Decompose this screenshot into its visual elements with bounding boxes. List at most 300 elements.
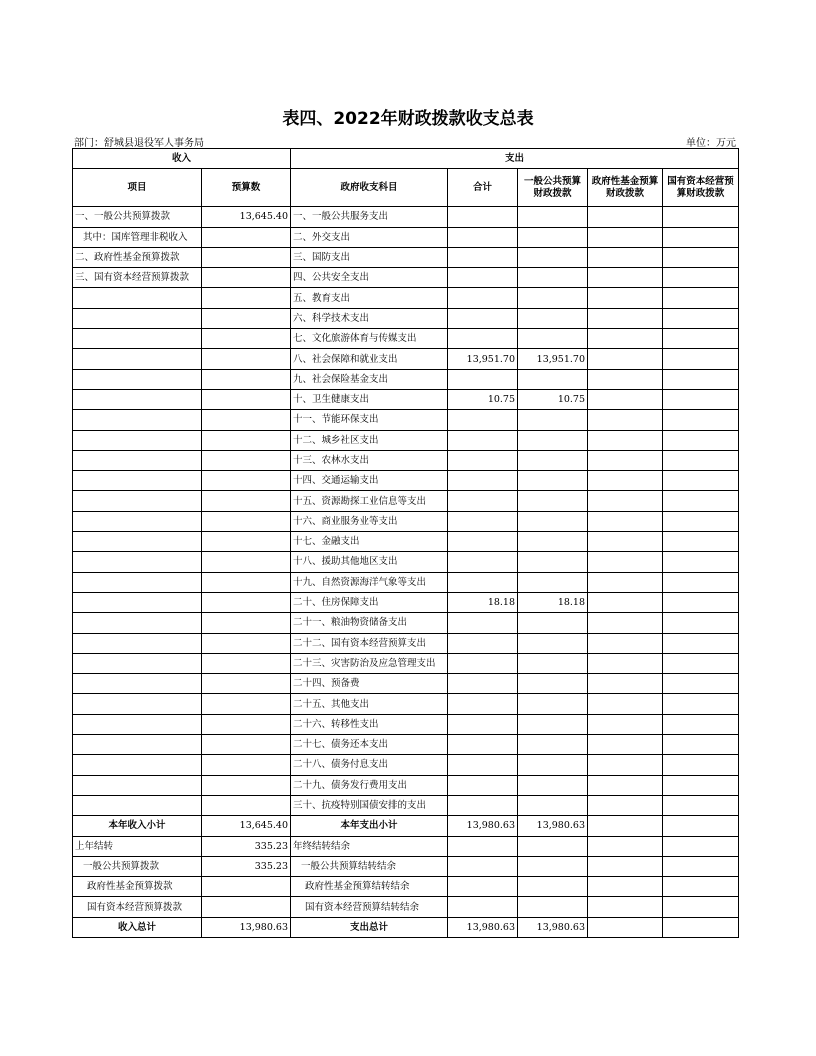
table-row: [73, 877, 739, 897]
table-row: [73, 532, 739, 552]
total-cell: [448, 450, 518, 470]
total-cell: 13,980.63: [448, 917, 518, 937]
budget-cell: [202, 471, 291, 491]
header-row-2: [73, 169, 739, 207]
gov-fund-cell: [588, 288, 663, 308]
state-capital-cell: [663, 471, 739, 491]
item-cell: 本年收入小计: [73, 816, 202, 836]
subject-cell: 十七、金融支出: [291, 532, 448, 552]
budget-cell: [202, 247, 291, 267]
total-cell: [448, 735, 518, 755]
gov-fund-cell: [588, 552, 663, 572]
general-budget-cell: [518, 450, 588, 470]
table-row: [73, 775, 739, 795]
table-row: [73, 410, 739, 430]
item-cell: 上年结转: [73, 836, 202, 856]
subject-cell: 二十、住房保障支出: [291, 592, 448, 612]
gov-fund-cell: [588, 329, 663, 349]
state-capital-cell: [663, 653, 739, 673]
total-cell: [448, 207, 518, 227]
table-row: [73, 207, 739, 227]
gov-fund-cell: [588, 775, 663, 795]
table-row: [73, 288, 739, 308]
subject-cell: 十八、援助其他地区支出: [291, 552, 448, 572]
general-budget-cell: [518, 532, 588, 552]
subject-cell: 二十九、债务发行费用支出: [291, 775, 448, 795]
item-cell: [73, 552, 202, 572]
budget-cell: [202, 877, 291, 897]
gov-fund-cell: [588, 897, 663, 917]
general-budget-cell: [518, 491, 588, 511]
budget-cell: [202, 714, 291, 734]
table-row: [73, 674, 739, 694]
budget-cell: [202, 755, 291, 775]
state-capital-cell: [663, 369, 739, 389]
gov-fund-cell: [588, 532, 663, 552]
state-capital-cell: [663, 755, 739, 775]
state-capital-cell: [663, 917, 739, 937]
state-capital-cell: [663, 674, 739, 694]
total-cell: [448, 491, 518, 511]
subject-cell: 年终结转结余: [291, 836, 448, 856]
total-cell: [448, 633, 518, 653]
table-row: [73, 491, 739, 511]
total-cell: [448, 714, 518, 734]
general-budget-cell: [518, 369, 588, 389]
table-row: [73, 714, 739, 734]
item-cell: [73, 471, 202, 491]
item-cell: 三、国有资本经营预算拨款: [73, 268, 202, 288]
total-cell: [448, 877, 518, 897]
total-cell: [448, 856, 518, 876]
department-label: 部门：舒城县退役军人事务局: [74, 138, 204, 149]
item-cell: [73, 592, 202, 612]
subject-cell: 十五、资源勘探工业信息等支出: [291, 491, 448, 511]
item-cell: [73, 450, 202, 470]
gov-fund-cell: [588, 755, 663, 775]
table-row: [73, 795, 739, 815]
table-row: [73, 633, 739, 653]
general-budget-cell: [518, 633, 588, 653]
total-cell: [448, 430, 518, 450]
state-capital-cell: [663, 227, 739, 247]
item-cell: [73, 795, 202, 815]
state-capital-cell: [663, 592, 739, 612]
state-capital-header: 国有资本经营预算财政拨款: [663, 169, 739, 207]
general-budget-cell: [518, 552, 588, 572]
total-cell: [448, 836, 518, 856]
state-capital-cell: [663, 633, 739, 653]
gov-fund-cell: [588, 674, 663, 694]
state-capital-cell: [663, 491, 739, 511]
total-cell: [448, 775, 518, 795]
gov-fund-cell: [588, 653, 663, 673]
expense-header: 支出: [291, 149, 739, 169]
gov-fund-cell: [588, 795, 663, 815]
table-row: [73, 592, 739, 612]
general-budget-cell: [518, 430, 588, 450]
table-row: [73, 227, 739, 247]
total-cell: [448, 653, 518, 673]
budget-cell: 13,645.40: [202, 816, 291, 836]
gov-fund-cell: [588, 592, 663, 612]
table-row: [73, 816, 739, 836]
total-cell: [448, 288, 518, 308]
general-budget-cell: [518, 511, 588, 531]
budget-cell: [202, 308, 291, 328]
state-capital-cell: [663, 207, 739, 227]
table-row: [73, 613, 739, 633]
page-title: 表四、2022年财政拨款收支总表: [282, 109, 534, 129]
general-budget-cell: [518, 308, 588, 328]
total-cell: [448, 471, 518, 491]
subject-cell: 支出总计: [291, 917, 448, 937]
table-row: [73, 856, 739, 876]
gov-fund-cell: [588, 613, 663, 633]
item-cell: [73, 491, 202, 511]
subject-cell: 十六、商业服务业等支出: [291, 511, 448, 531]
gov-fund-cell: [588, 694, 663, 714]
total-cell: [448, 532, 518, 552]
budget-cell: [202, 775, 291, 795]
general-budget-cell: [518, 714, 588, 734]
gov-fund-cell: [588, 491, 663, 511]
item-cell: [73, 410, 202, 430]
item-cell: [73, 389, 202, 409]
total-cell: [448, 511, 518, 531]
general-budget-cell: [518, 572, 588, 592]
state-capital-cell: [663, 856, 739, 876]
subject-cell: 十二、城乡社区支出: [291, 430, 448, 450]
total-cell: 10.75: [448, 389, 518, 409]
state-capital-cell: [663, 877, 739, 897]
general-budget-cell: [518, 755, 588, 775]
budget-cell: [202, 552, 291, 572]
state-capital-cell: [663, 795, 739, 815]
subject-cell: 二十八、债务付息支出: [291, 755, 448, 775]
total-cell: 13,951.70: [448, 349, 518, 369]
item-cell: 政府性基金预算拨款: [73, 877, 202, 897]
subject-cell: 十四、交通运输支出: [291, 471, 448, 491]
general-budget-cell: [518, 410, 588, 430]
state-capital-cell: [663, 816, 739, 836]
table-row: [73, 268, 739, 288]
state-capital-cell: [663, 329, 739, 349]
budget-cell: 13,645.40: [202, 207, 291, 227]
item-cell: [73, 349, 202, 369]
budget-cell: [202, 329, 291, 349]
budget-cell: [202, 653, 291, 673]
item-cell: 其中：国库管理非税收入: [73, 227, 202, 247]
budget-cell: [202, 227, 291, 247]
item-cell: [73, 329, 202, 349]
table-row: [73, 755, 739, 775]
state-capital-cell: [663, 288, 739, 308]
general-budget-cell: [518, 836, 588, 856]
subject-cell: 四、公共安全支出: [291, 268, 448, 288]
state-capital-cell: [663, 694, 739, 714]
general-budget-cell: [518, 207, 588, 227]
table-body: [73, 207, 739, 938]
state-capital-cell: [663, 552, 739, 572]
gov-fund-cell: [588, 450, 663, 470]
table-row: [73, 917, 739, 937]
table-row: [73, 511, 739, 531]
general-budget-cell: 18.18: [518, 592, 588, 612]
item-cell: 二、政府性基金预算拨款: [73, 247, 202, 267]
budget-cell: [202, 410, 291, 430]
subject-cell: 二十四、预备费: [291, 674, 448, 694]
state-capital-cell: [663, 532, 739, 552]
table-row: [73, 897, 739, 917]
table-row: [73, 369, 739, 389]
table-row: [73, 653, 739, 673]
state-capital-cell: [663, 775, 739, 795]
income-header: 收入: [73, 149, 291, 169]
total-cell: [448, 247, 518, 267]
budget-cell: [202, 795, 291, 815]
general-budget-cell: 13,980.63: [518, 917, 588, 937]
budget-table: [72, 148, 739, 938]
budget-cell: [202, 491, 291, 511]
gov-fund-header: 政府性基金预算财政拨款: [588, 169, 663, 207]
state-capital-cell: [663, 308, 739, 328]
general-budget-cell: [518, 775, 588, 795]
subject-cell: 一、一般公共服务支出: [291, 207, 448, 227]
subject-cell: 七、文化旅游体育与传媒支出: [291, 329, 448, 349]
total-cell: [448, 268, 518, 288]
item-cell: [73, 572, 202, 592]
state-capital-cell: [663, 349, 739, 369]
state-capital-cell: [663, 430, 739, 450]
gov-fund-cell: [588, 410, 663, 430]
budget-cell: 13,980.63: [202, 917, 291, 937]
general-budget-cell: [518, 856, 588, 876]
budget-cell: [202, 572, 291, 592]
budget-cell: [202, 450, 291, 470]
item-cell: 一、一般公共预算拨款: [73, 207, 202, 227]
item-cell: 国有资本经营预算拨款: [73, 897, 202, 917]
budget-cell: [202, 430, 291, 450]
gov-fund-cell: [588, 430, 663, 450]
state-capital-cell: [663, 268, 739, 288]
subject-cell: 二十二、国有资本经营预算支出: [291, 633, 448, 653]
gov-fund-cell: [588, 308, 663, 328]
subject-cell: 政府性基金预算结转结余: [291, 877, 448, 897]
general-budget-cell: [518, 247, 588, 267]
budget-cell: 335.23: [202, 836, 291, 856]
item-cell: 一般公共预算拨款: [73, 856, 202, 876]
budget-cell: 335.23: [202, 856, 291, 876]
state-capital-cell: [663, 450, 739, 470]
state-capital-cell: [663, 247, 739, 267]
gov-fund-cell: [588, 207, 663, 227]
budget-cell: [202, 897, 291, 917]
table-row: [73, 349, 739, 369]
subject-cell: 本年支出小计: [291, 816, 448, 836]
subject-cell: 六、科学技术支出: [291, 308, 448, 328]
state-capital-cell: [663, 836, 739, 856]
gov-fund-cell: [588, 856, 663, 876]
total-cell: [448, 795, 518, 815]
gov-fund-cell: [588, 369, 663, 389]
budget-cell: [202, 369, 291, 389]
gov-fund-cell: [588, 349, 663, 369]
item-cell: [73, 653, 202, 673]
item-cell: [73, 714, 202, 734]
subject-cell: 二十五、其他支出: [291, 694, 448, 714]
budget-cell: [202, 511, 291, 531]
general-budget-header: 一般公共预算财政拨款: [518, 169, 588, 207]
item-cell: [73, 308, 202, 328]
total-cell: [448, 410, 518, 430]
general-budget-cell: [518, 795, 588, 815]
item-cell: [73, 674, 202, 694]
total-cell: [448, 694, 518, 714]
state-capital-cell: [663, 735, 739, 755]
subject-cell: 九、社会保险基金支出: [291, 369, 448, 389]
budget-cell: [202, 674, 291, 694]
item-cell: [73, 755, 202, 775]
table-row: [73, 329, 739, 349]
general-budget-cell: [518, 613, 588, 633]
general-budget-cell: 13,951.70: [518, 349, 588, 369]
general-budget-cell: [518, 674, 588, 694]
table-row: [73, 471, 739, 491]
total-cell: [448, 308, 518, 328]
subject-cell: 五、教育支出: [291, 288, 448, 308]
state-capital-cell: [663, 410, 739, 430]
item-cell: 收入总计: [73, 917, 202, 937]
subject-cell: 二、外交支出: [291, 227, 448, 247]
state-capital-cell: [663, 389, 739, 409]
total-cell: 13,980.63: [448, 816, 518, 836]
item-cell: [73, 633, 202, 653]
general-budget-cell: [518, 268, 588, 288]
subject-cell: 十、卫生健康支出: [291, 389, 448, 409]
gov-subject-header: 政府收支科目: [291, 169, 448, 207]
subject-cell: 二十三、灾害防治及应急管理支出: [291, 653, 448, 673]
gov-fund-cell: [588, 836, 663, 856]
subject-cell: 二十七、债务还本支出: [291, 735, 448, 755]
table-row: [73, 389, 739, 409]
item-header: 项目: [73, 169, 202, 207]
total-cell: [448, 897, 518, 917]
general-budget-cell: 13,980.63: [518, 816, 588, 836]
general-budget-cell: [518, 694, 588, 714]
table-row: [73, 836, 739, 856]
total-cell: [448, 755, 518, 775]
item-cell: [73, 775, 202, 795]
table-row: [73, 572, 739, 592]
gov-fund-cell: [588, 816, 663, 836]
general-budget-cell: [518, 471, 588, 491]
state-capital-cell: [663, 714, 739, 734]
state-capital-cell: [663, 572, 739, 592]
general-budget-cell: [518, 227, 588, 247]
state-capital-cell: [663, 511, 739, 531]
subject-cell: 三、国防支出: [291, 247, 448, 267]
budget-header: 预算数: [202, 169, 291, 207]
gov-fund-cell: [588, 471, 663, 491]
budget-cell: [202, 592, 291, 612]
budget-cell: [202, 694, 291, 714]
table-row: [73, 247, 739, 267]
item-cell: [73, 288, 202, 308]
gov-fund-cell: [588, 511, 663, 531]
item-cell: [73, 430, 202, 450]
item-cell: [73, 532, 202, 552]
total-cell: [448, 552, 518, 572]
total-cell: 18.18: [448, 592, 518, 612]
gov-fund-cell: [588, 714, 663, 734]
subject-cell: 十九、自然资源海洋气象等支出: [291, 572, 448, 592]
gov-fund-cell: [588, 572, 663, 592]
table-row: [73, 552, 739, 572]
state-capital-cell: [663, 613, 739, 633]
subject-cell: 二十六、转移性支出: [291, 714, 448, 734]
state-capital-cell: [663, 897, 739, 917]
budget-cell: [202, 268, 291, 288]
subject-cell: 八、社会保障和就业支出: [291, 349, 448, 369]
subject-cell: 国有资本经营预算结转结余: [291, 897, 448, 917]
budget-cell: [202, 613, 291, 633]
total-cell: [448, 613, 518, 633]
gov-fund-cell: [588, 268, 663, 288]
general-budget-cell: [518, 653, 588, 673]
gov-fund-cell: [588, 389, 663, 409]
total-cell: [448, 572, 518, 592]
total-cell: [448, 227, 518, 247]
general-budget-cell: [518, 877, 588, 897]
subject-cell: 二十一、粮油物资储备支出: [291, 613, 448, 633]
subject-cell: 十一、节能环保支出: [291, 410, 448, 430]
total-cell: [448, 329, 518, 349]
item-cell: [73, 735, 202, 755]
table-row: [73, 694, 739, 714]
gov-fund-cell: [588, 735, 663, 755]
item-cell: [73, 694, 202, 714]
item-cell: [73, 613, 202, 633]
total-cell: [448, 674, 518, 694]
budget-cell: [202, 633, 291, 653]
gov-fund-cell: [588, 917, 663, 937]
gov-fund-cell: [588, 877, 663, 897]
general-budget-cell: [518, 735, 588, 755]
item-cell: [73, 511, 202, 531]
item-cell: [73, 369, 202, 389]
total-cell: [448, 369, 518, 389]
table-row: [73, 430, 739, 450]
subject-cell: 三十、抗疫特别国债安排的支出: [291, 795, 448, 815]
subject-cell: 一般公共预算结转结余: [291, 856, 448, 876]
general-budget-cell: [518, 288, 588, 308]
table-row: [73, 308, 739, 328]
table-row: [73, 735, 739, 755]
budget-cell: [202, 389, 291, 409]
general-budget-cell: 10.75: [518, 389, 588, 409]
budget-cell: [202, 735, 291, 755]
header-row-1: [73, 149, 739, 169]
total-header: 合计: [448, 169, 518, 207]
budget-cell: [202, 349, 291, 369]
budget-cell: [202, 288, 291, 308]
gov-fund-cell: [588, 227, 663, 247]
gov-fund-cell: [588, 247, 663, 267]
budget-cell: [202, 532, 291, 552]
unit-label: 单位：万元: [686, 138, 736, 149]
general-budget-cell: [518, 897, 588, 917]
